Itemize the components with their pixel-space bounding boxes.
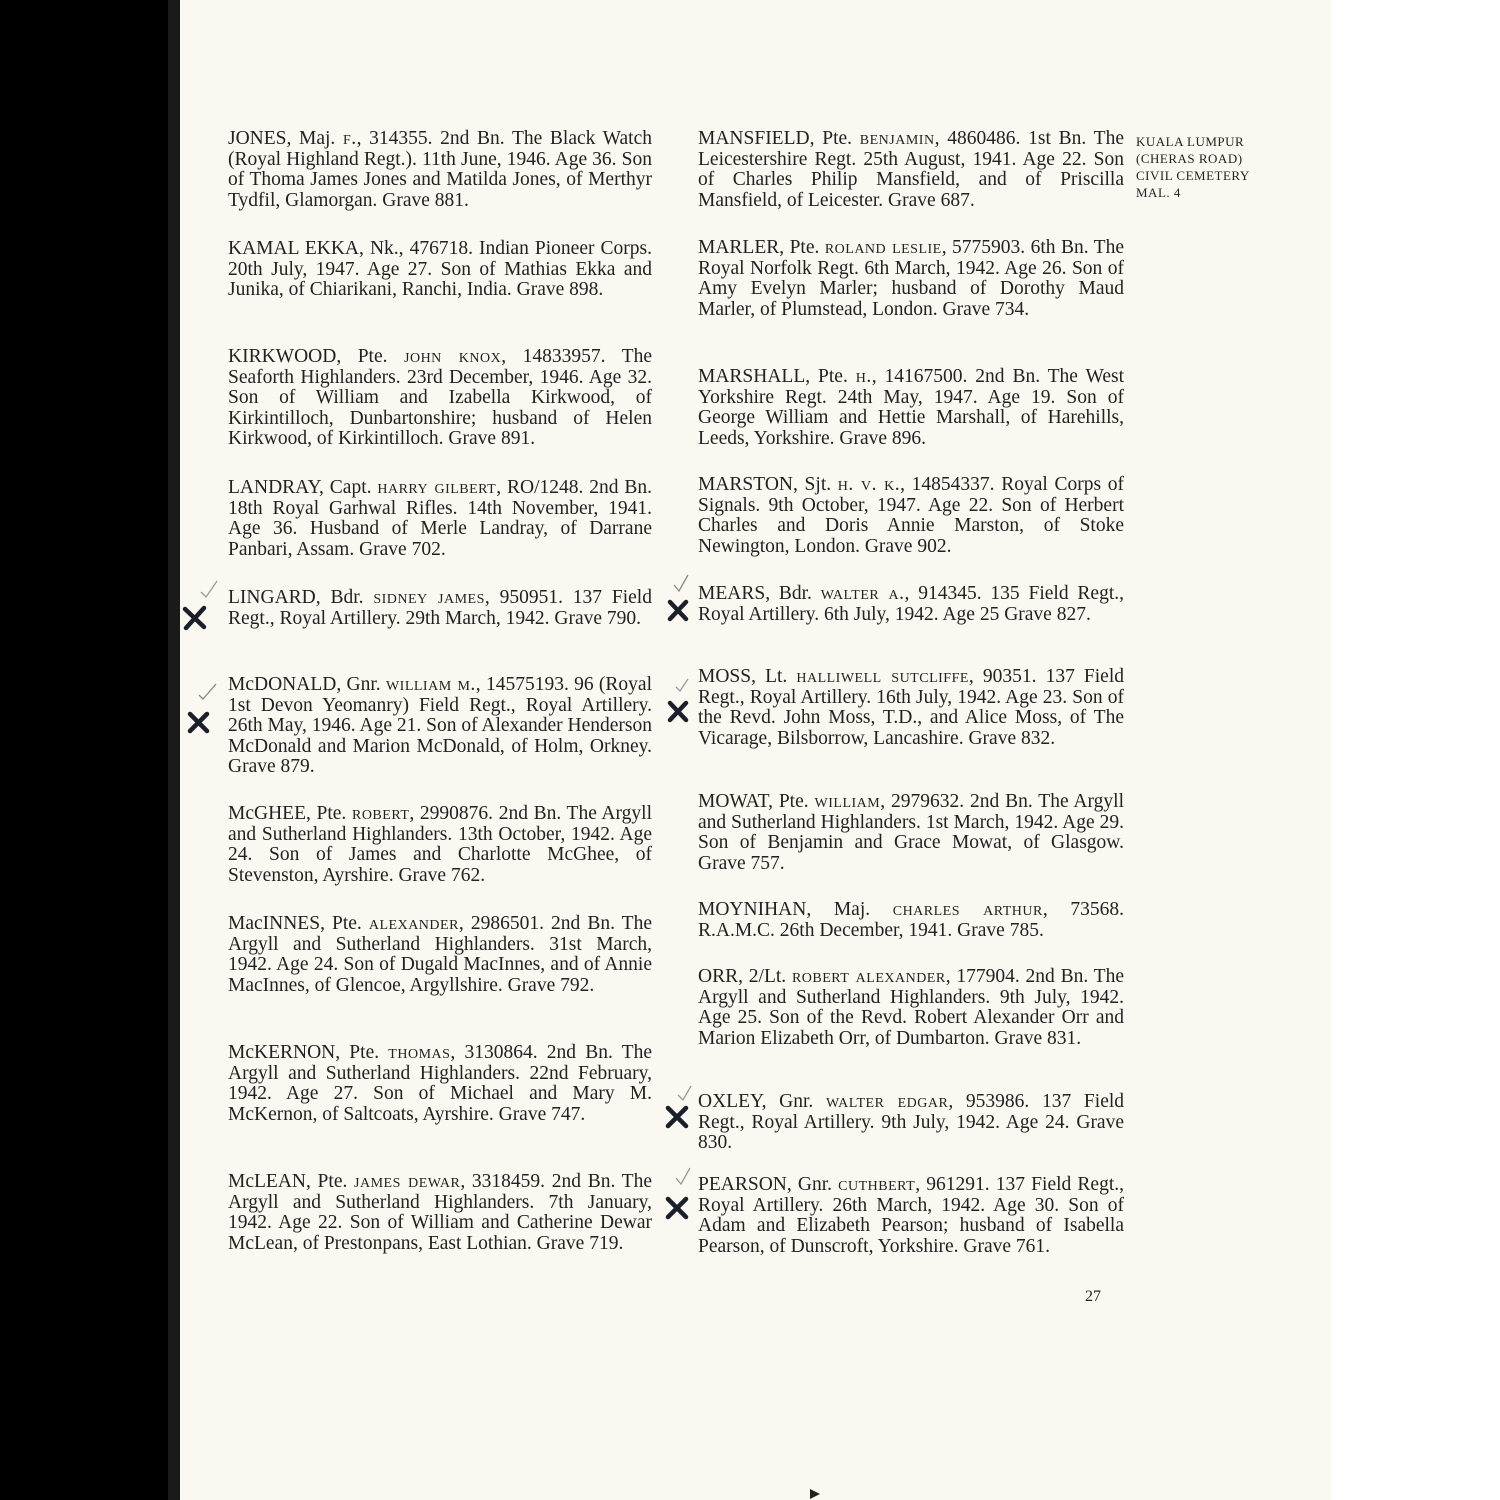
entry-surname: KIRKWOOD xyxy=(228,346,337,367)
entry-pearson: PEARSON, Gnr. cuthbert, 961291. 137 Field Regt., Royal Artillery. 26th March, 1942. Age 30. Son of Adam and Elizabeth Pearson; husband of Isabella Pearson, of Dunscroft, Yorkshire. Grave 761. xyxy=(698,1174,1125,1257)
entry-oxley: OXLEY, Gnr. walter edgar, 953986. 137 Field Regt., Royal Artillery. 9th July, 1942. Age 24. Grave 830. xyxy=(698,1091,1125,1154)
entry-marston: MARSTON, Sjt. h. v. k., 14854337. Royal Corps of Signals. 9th October, 1947. Age 22. Son of Herbert Charles and Doris Annie Marston, of Stoke Newington, London. Grave 902. xyxy=(698,474,1124,557)
entry-marler: MARLER, Pte. roland leslie, 5775903. 6th Bn. The Royal Norfolk Regt. 6th March, 1942. Age 26. Son of Amy Evelyn Marler; husband of Dorothy Maud Marler, of Plumstead, London. Grave 734. xyxy=(698,237,1124,320)
arrow-icon xyxy=(808,1488,822,1500)
entry-surname: McKERNON xyxy=(228,1042,336,1063)
entry-surname: MARLER xyxy=(698,237,780,258)
entry-kamal-ekka: KAMAL EKKA, Nk., 476718. Indian Pioneer Corps. 20th July, 1947. Age 27. Son of Mathias Ekka and Junika, of Chiarikani, Ranchi, India. Grave 898. xyxy=(228,238,652,301)
entry-moynihan: MOYNIHAN, Maj. charles arthur, 73568. R.A.M.C. 26th December, 1941. Grave 785. xyxy=(698,899,1124,941)
check-mark-icon xyxy=(670,572,692,594)
cross-mark-icon xyxy=(180,603,210,633)
check-mark-icon xyxy=(198,578,220,600)
entry-mckernon: McKERNON, Pte. thomas, 3130864. 2nd Bn. The Argyll and Sutherland Highlanders. 22nd February, 1942. Age 27. Son of Michael and Mary M. McKernon, of Saltcoats, Ayrshire. Grave 747. xyxy=(228,1042,652,1125)
entry-mcdonald: McDONALD, Gnr. william m., 14575193. 96 (Royal 1st Devon Yeomanry) Field Regt., Royal Artillery. 26th May, 1946. Age 21. Son of Alexander Henderson McDonald and Marion McDonald, of Holm, Orkney. Grave 879. xyxy=(228,674,652,778)
entry-surname: MEARS xyxy=(698,583,766,604)
entry-surname: McLEAN xyxy=(228,1171,306,1192)
cemetery-reference xyxy=(1136,133,1250,201)
entry-surname: McGHEE xyxy=(228,803,306,824)
check-mark-icon xyxy=(196,680,218,702)
cemetery-name: KUALA LUMPUR xyxy=(1136,134,1245,149)
entry-surname: McDONALD xyxy=(228,674,337,695)
entry-surname: MARSHALL xyxy=(698,366,806,387)
entry-moss: MOSS, Lt. halliwell sutcliffe, 90351. 137 Field Regt., Royal Artillery. 16th July, 1942. Age 23. Son of the Revd. John Moss, T.D., and Alice Moss, of The Vicarage, Bilsborrow, Lancashire. Grave 832. xyxy=(698,666,1124,749)
entry-mowat: MOWAT, Pte. william, 2979632. 2nd Bn. The Argyll and Sutherland Highlanders. 1st March, 1942. Age 29. Son of Benjamin and Grace Mowat, of Glasgow. Grave 757. xyxy=(698,791,1124,874)
entry-surname: MacINNES xyxy=(228,913,321,934)
cross-mark-icon xyxy=(184,708,214,738)
entry-surname: PEARSON xyxy=(698,1174,787,1195)
entry-surname: MOYNIHAN xyxy=(698,899,807,920)
entry-lingard: LINGARD, Bdr. sidney james, 950951. 137 Field Regt., Royal Artillery. 29th March, 1942. Grave 790. xyxy=(228,587,652,629)
entry-surname: LINGARD xyxy=(228,587,316,608)
entry-mears: MEARS, Bdr. walter a., 914345. 135 Field Regt., Royal Artillery. 6th July, 1942. Age 25 Grave 827. xyxy=(698,583,1124,625)
page-margin xyxy=(1331,0,1500,1500)
entry-marshall: MARSHALL, Pte. h., 14167500. 2nd Bn. The West Yorkshire Regt. 24th May, 1947. Age 19. Son of George William and Hettie Marshall, of Harehills, Leeds, Yorkshire. Grave 896. xyxy=(698,366,1125,449)
cross-mark-icon xyxy=(663,596,693,626)
entry-jones: JONES, Maj. f., 314355. 2nd Bn. The Black Watch (Royal Highland Regt.). 11th June, 1946. Age 36. Son of Thoma James Jones and Matilda Jones, of Merthyr Tydfil, Glamorgan. Grave 881. xyxy=(228,128,652,211)
check-mark-icon xyxy=(674,1082,696,1104)
entry-surname: LANDRAY xyxy=(228,477,320,498)
entry-macinnes: MacINNES, Pte. alexander, 2986501. 2nd Bn. The Argyll and Sutherland Highlanders. 31st March, 1942. Age 24. Son of Dugald MacInnes, and of Annie MacInnes, of Glencoe, Argyllshire. Grave 792. xyxy=(228,913,652,996)
cross-mark-icon xyxy=(663,697,693,727)
entry-landray: LANDRAY, Capt. harry gilbert, RO/1248. 2nd Bn. 18th Royal Garhwal Rifles. 14th November, 1941. Age 36. Husband of Merle Landray, of Darrane Panbari, Assam. Grave 702. xyxy=(228,477,652,560)
page-number: 27 xyxy=(1085,1288,1101,1305)
entry-surname: MOSS xyxy=(698,666,752,687)
cross-mark-icon xyxy=(662,1102,692,1132)
entry-surname: KAMAL EKKA xyxy=(228,238,359,259)
cemetery-code: MAL. 4 xyxy=(1136,185,1181,200)
entry-mcghee: McGHEE, Pte. robert, 2990876. 2nd Bn. The Argyll and Sutherland Highlanders. 13th October, 1942. Age 24. Son of James and Charlotte McGhee, of Stevenston, Ayrshire. Grave 762. xyxy=(228,803,652,886)
entry-surname: MARSTON xyxy=(698,474,793,495)
check-mark-icon xyxy=(672,1165,694,1187)
check-mark-icon xyxy=(672,673,694,695)
entry-orr: ORR, 2/Lt. robert alexander, 177904. 2nd Bn. The Argyll and Sutherland Highlanders. 9th July, 1942. Age 25. Son of the Revd. Robert Alexander Orr and Marion Elizabeth Orr, of Dumbarton. Grave 831. xyxy=(698,966,1124,1049)
cemetery-type: CIVIL CEMETERY xyxy=(1136,168,1250,183)
cemetery-road: (CHERAS ROAD) xyxy=(1136,151,1243,166)
entry-surname: OXLEY xyxy=(698,1091,762,1112)
entry-mclean: McLEAN, Pte. james dewar, 3318459. 2nd Bn. The Argyll and Sutherland Highlanders. 7th January, 1942. Age 22. Son of William and Catherine Dewar McLean, of Prestonpans, East Lothian. Grave 719. xyxy=(228,1171,652,1254)
entry-mansfield: MANSFIELD, Pte. benjamin, 4860486. 1st Bn. The Leicestershire Regt. 25th August, 1941. Age 22. Son of Charles Philip Mansfield, and of Priscilla Mansfield, of Leicester. Grave 687. xyxy=(698,128,1124,211)
cross-mark-icon xyxy=(662,1193,692,1223)
entry-surname: JONES xyxy=(228,128,287,149)
entry-kirkwood: KIRKWOOD, Pte. john knox, 14833957. The Seaforth Highlanders. 23rd December, 1946. Age 32. Son of William and Izabella Kirkwood, of Kirkintilloch, Dunbartonshire; husband of Helen Kirkwood, of Kirkintilloch. Grave 891. xyxy=(228,346,652,450)
entry-surname: ORR xyxy=(698,966,739,987)
entry-surname: MOWAT xyxy=(698,791,769,812)
entry-surname: MANSFIELD xyxy=(698,128,810,149)
